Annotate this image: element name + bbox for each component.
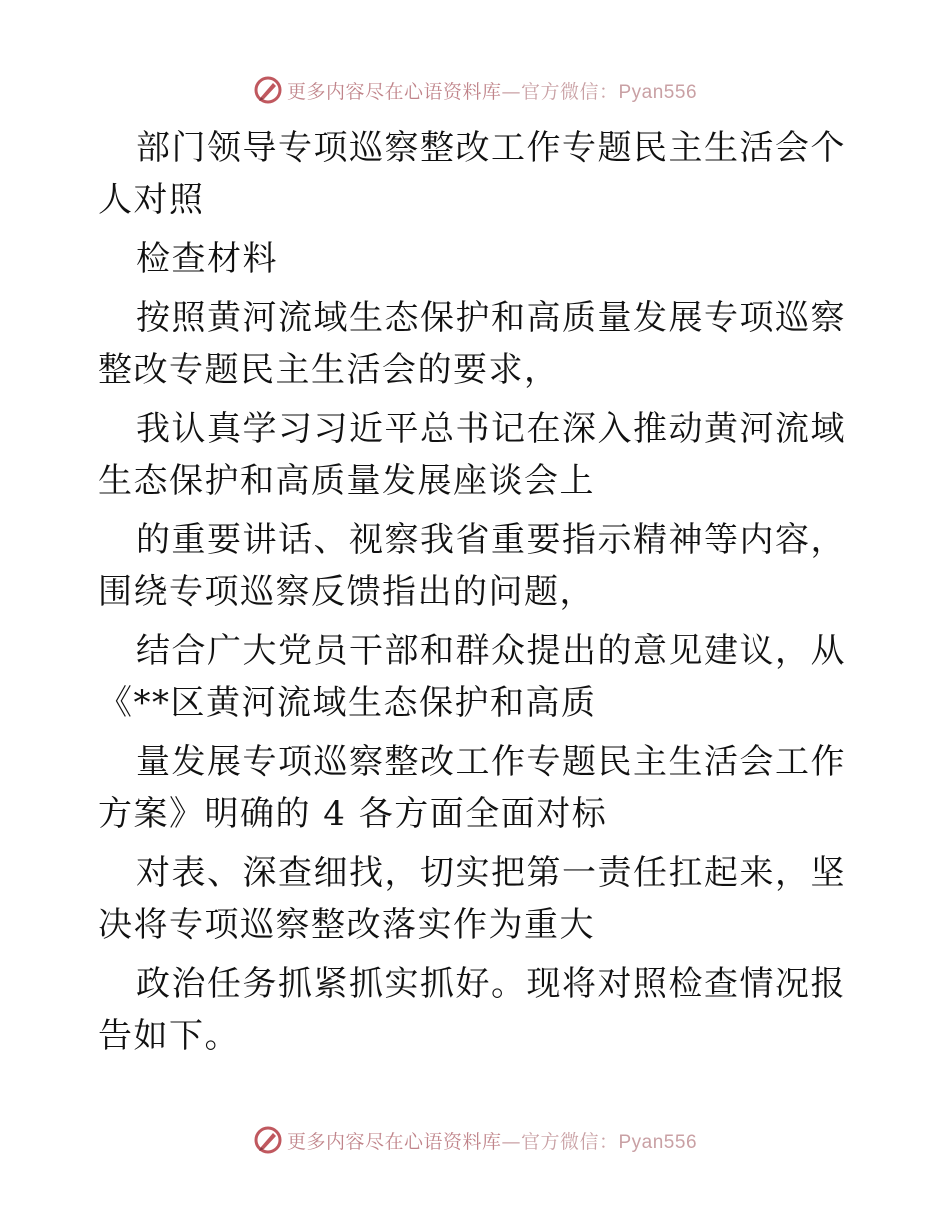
paragraph: 结合广大党员干部和群众提出的意见建议，从《**区黄河流域生态保护和高质 bbox=[98, 631, 846, 723]
paragraph: 我认真学习习近平总书记在深入推动黄河流域生态保护和高质量发展座谈会上 bbox=[98, 409, 846, 501]
paragraph: 部门领导专项巡察整改工作专题民主生活会个人对照 bbox=[98, 128, 846, 220]
paragraph: 对表、深查细找，切实把第一责任扛起来，坚决将专项巡察整改落实作为重大 bbox=[98, 853, 846, 945]
watermark-text bbox=[287, 1127, 697, 1154]
document-body bbox=[98, 122, 858, 1069]
watermark-dash: — bbox=[501, 80, 521, 103]
paragraph: 的重要讲话、视察我省重要指示精神等内容，围绕专项巡察反馈指出的问题， bbox=[98, 520, 846, 612]
watermark-wechat-label: 官方微信： bbox=[520, 80, 619, 103]
footer-watermark bbox=[0, 1120, 950, 1160]
watermark-brand: 更多内容尽在心语资料库 bbox=[286, 80, 502, 103]
watermark-wechat-id: Pyan556 bbox=[618, 1131, 698, 1153]
paragraph: 量发展专项巡察整改工作专题民主生活会工作方案》明确的 4 各方面全面对标 bbox=[98, 742, 846, 834]
paragraph: 检查材料 bbox=[136, 239, 278, 279]
pen-logo-icon bbox=[253, 1125, 283, 1155]
paragraph: 政治任务抓紧抓实抓好。现将对照检查情况报告如下。 bbox=[98, 964, 846, 1056]
pen-logo-icon bbox=[253, 75, 283, 105]
paragraph: 按照黄河流域生态保护和高质量发展专项巡察整改专题民主生活会的要求， bbox=[98, 298, 846, 390]
watermark-wechat-id: Pyan556 bbox=[618, 81, 698, 103]
header-watermark bbox=[0, 70, 950, 110]
watermark-wechat-label: 官方微信： bbox=[520, 1130, 619, 1153]
watermark-brand: 更多内容尽在心语资料库 bbox=[286, 1130, 502, 1153]
watermark-dash: — bbox=[501, 1130, 521, 1153]
watermark-text bbox=[287, 77, 697, 104]
